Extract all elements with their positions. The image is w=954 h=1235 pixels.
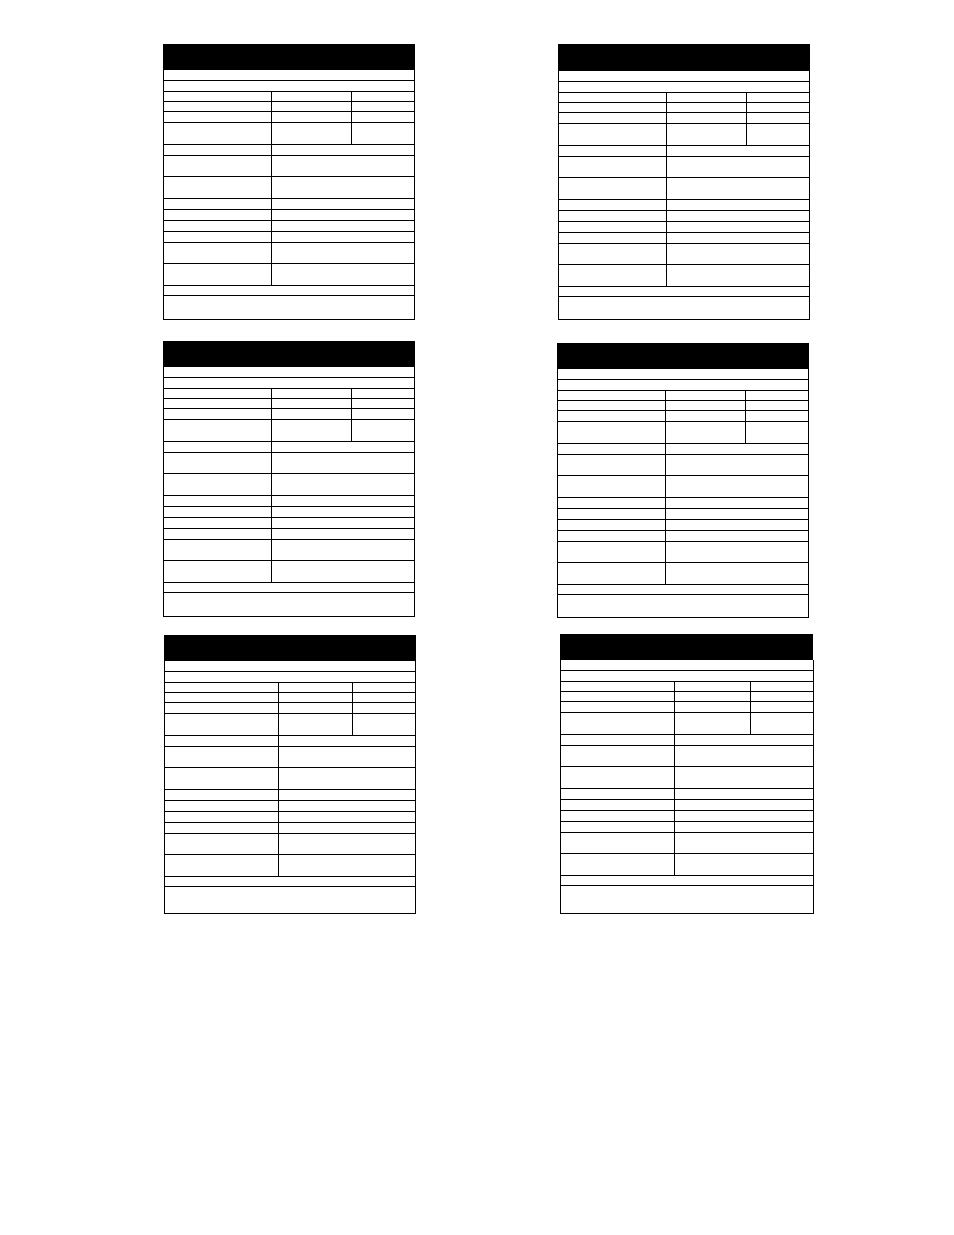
- form-card-top-right: [558, 44, 810, 320]
- form-cell-label: [165, 812, 279, 822]
- form-cell-value: [666, 563, 808, 584]
- form-cell-value: [272, 199, 414, 209]
- form-card-bottom-left: [164, 635, 416, 914]
- form-cell-value: [279, 736, 415, 746]
- form-row-blank: [164, 378, 414, 388]
- form-cell-label: [561, 713, 675, 734]
- form-cell-label: [165, 834, 279, 854]
- form-cell-value: [666, 422, 746, 443]
- form-cell-value: [667, 233, 809, 243]
- form-cell-value: [675, 735, 813, 745]
- form-cell-value: [675, 789, 813, 799]
- form-cell-value: [666, 498, 808, 508]
- form-row-notes: [558, 595, 808, 617]
- form-cell-value: [675, 767, 813, 788]
- form-cell-label: [559, 124, 667, 145]
- form-cell-value: [272, 420, 352, 441]
- form-cell-value: [746, 391, 808, 400]
- form-cell-label: [164, 420, 272, 441]
- form-row-blank: [165, 877, 415, 886]
- form-cell-value: [667, 200, 809, 210]
- card-body: [558, 71, 810, 320]
- form-cell-label: [164, 496, 272, 506]
- form-cell-label: [561, 692, 675, 701]
- form-cell-label: [165, 703, 279, 713]
- form-cell-label: [164, 145, 272, 155]
- form-cell-value: [667, 211, 809, 221]
- form-cell-value: [746, 411, 808, 421]
- form-cell-value: [666, 411, 746, 421]
- form-cell-value: [272, 496, 414, 506]
- form-cell-value: [272, 389, 352, 398]
- form-cell-value: [279, 823, 415, 833]
- form-cell-value: [272, 561, 414, 582]
- form-cell-label: [559, 93, 667, 102]
- form-cell-value: [279, 714, 353, 735]
- form-cell-label: [559, 146, 667, 156]
- form-cell-value: [666, 391, 746, 400]
- form-cell-label: [558, 531, 666, 541]
- form-cell-value: [751, 682, 813, 691]
- form-cell-label: [164, 199, 272, 209]
- form-cell-value: [353, 693, 415, 702]
- form-cell-value: [667, 244, 809, 264]
- form-row-notes: [561, 886, 813, 913]
- form-cell-label: [558, 476, 666, 497]
- form-cell-value: [279, 768, 415, 789]
- form-cell-value: [667, 178, 809, 199]
- form-cell-label: [164, 453, 272, 473]
- form-cell-value: [353, 714, 415, 735]
- form-cell-value: [675, 692, 751, 701]
- card-header-bar: [558, 44, 810, 71]
- card-body: [557, 369, 809, 618]
- form-cell-label: [164, 540, 272, 560]
- form-cell-label: [559, 244, 667, 264]
- form-cell-value: [746, 422, 808, 443]
- form-cell-label: [559, 211, 667, 221]
- form-cell-value: [272, 221, 414, 231]
- form-cell-value: [279, 855, 415, 876]
- form-cell-value: [352, 399, 414, 408]
- form-cell-label: [165, 790, 279, 800]
- form-row-blank: [558, 380, 808, 390]
- form-cell-value: [352, 389, 414, 398]
- form-cell-value: [272, 112, 352, 122]
- form-cell-label: [558, 498, 666, 508]
- form-cell-label: [164, 518, 272, 528]
- form-row-blank: [164, 81, 414, 91]
- form-cell-label: [164, 264, 272, 285]
- form-cell-value: [667, 124, 747, 145]
- card-body: [163, 70, 415, 320]
- form-cell-value: [279, 812, 415, 822]
- form-cell-value: [272, 453, 414, 473]
- form-cell-label: [558, 542, 666, 562]
- form-row-blank: [165, 672, 415, 682]
- form-cell-label: [561, 811, 675, 821]
- form-cell-value: [667, 113, 747, 123]
- form-row-blank: [558, 585, 808, 594]
- form-cell-value: [667, 157, 809, 177]
- form-row-notes: [165, 887, 415, 913]
- form-card-middle-right: [557, 343, 809, 618]
- form-row-blank: [165, 661, 415, 671]
- form-cell-label: [164, 561, 272, 582]
- form-cell-label: [559, 157, 667, 177]
- form-cell-label: [164, 243, 272, 263]
- form-cell-label: [559, 113, 667, 123]
- form-cell-label: [165, 714, 279, 735]
- form-cell-label: [561, 822, 675, 832]
- form-cell-value: [667, 103, 747, 112]
- form-cell-label: [164, 232, 272, 242]
- form-cell-label: [559, 178, 667, 199]
- form-cell-label: [164, 210, 272, 220]
- form-cell-label: [165, 801, 279, 811]
- form-cell-label: [165, 683, 279, 692]
- form-row-blank: [561, 660, 813, 670]
- form-cell-value: [675, 854, 813, 875]
- form-cell-value: [272, 540, 414, 560]
- form-cell-label: [561, 854, 675, 875]
- form-cell-label: [558, 520, 666, 530]
- form-cell-label: [558, 455, 666, 475]
- form-row-blank: [164, 70, 414, 80]
- form-cell-value: [279, 801, 415, 811]
- form-cell-value: [279, 703, 353, 713]
- form-cell-value: [667, 93, 747, 102]
- form-cell-label: [561, 767, 675, 788]
- form-cell-label: [164, 529, 272, 539]
- form-cell-value: [667, 222, 809, 232]
- form-row-notes: [559, 297, 809, 319]
- form-cell-label: [558, 422, 666, 443]
- form-cell-value: [272, 145, 414, 155]
- form-cell-value: [667, 265, 809, 286]
- form-cell-label: [558, 509, 666, 519]
- form-cell-value: [666, 476, 808, 497]
- form-cell-label: [559, 265, 667, 286]
- form-row-blank: [561, 876, 813, 885]
- form-cell-label: [165, 736, 279, 746]
- form-cell-value: [675, 800, 813, 810]
- form-cell-value: [279, 834, 415, 854]
- form-row-blank: [559, 71, 809, 81]
- form-cell-label: [164, 399, 272, 408]
- form-cell-value: [666, 401, 746, 410]
- card-body: [164, 661, 416, 914]
- form-cell-value: [675, 811, 813, 821]
- form-cell-label: [561, 789, 675, 799]
- form-cell-value: [353, 703, 415, 713]
- form-cell-label: [561, 800, 675, 810]
- form-cell-label: [559, 103, 667, 112]
- form-cell-value: [272, 232, 414, 242]
- form-cell-label: [164, 112, 272, 122]
- form-cell-value: [279, 683, 353, 692]
- form-card-bottom-right: [560, 634, 812, 914]
- form-cell-label: [558, 444, 666, 454]
- form-cell-label: [164, 177, 272, 198]
- form-row-blank: [164, 367, 414, 377]
- form-cell-value: [666, 455, 808, 475]
- form-cell-value: [666, 531, 808, 541]
- form-cell-value: [666, 542, 808, 562]
- form-cell-value: [353, 683, 415, 692]
- form-cell-label: [164, 123, 272, 144]
- form-cell-value: [279, 790, 415, 800]
- form-cell-value: [747, 124, 809, 145]
- form-row-blank: [164, 286, 414, 295]
- form-cell-value: [747, 113, 809, 123]
- form-cell-value: [675, 702, 751, 712]
- form-cell-value: [272, 507, 414, 517]
- form-row-blank: [561, 671, 813, 681]
- form-cell-label: [165, 855, 279, 876]
- form-cell-label: [164, 409, 272, 419]
- form-row-notes: [164, 296, 414, 319]
- form-cell-label: [561, 682, 675, 691]
- form-cell-value: [667, 146, 809, 156]
- form-cell-value: [272, 177, 414, 198]
- form-cell-value: [272, 529, 414, 539]
- card-body: [163, 367, 415, 617]
- card-header-bar: [560, 634, 813, 660]
- form-cell-value: [272, 474, 414, 495]
- form-cell-value: [675, 746, 813, 766]
- form-cell-label: [164, 102, 272, 111]
- form-cell-label: [561, 735, 675, 745]
- form-card-top-left: [163, 44, 415, 320]
- form-cell-value: [272, 156, 414, 176]
- form-row-blank: [164, 583, 414, 592]
- form-cell-label: [164, 474, 272, 495]
- form-cell-value: [751, 713, 813, 734]
- form-cell-label: [164, 389, 272, 398]
- form-cell-value: [675, 833, 813, 853]
- form-cell-value: [751, 702, 813, 712]
- form-cell-label: [164, 221, 272, 231]
- form-cell-value: [352, 92, 414, 101]
- form-cell-label: [165, 693, 279, 702]
- form-card-middle-left: [163, 341, 415, 617]
- form-cell-value: [272, 123, 352, 144]
- form-row-notes: [164, 593, 414, 616]
- card-header-bar: [163, 44, 415, 70]
- form-cell-label: [165, 823, 279, 833]
- form-cell-value: [352, 102, 414, 111]
- form-cell-label: [558, 391, 666, 400]
- form-cell-label: [165, 768, 279, 789]
- form-cell-label: [561, 746, 675, 766]
- form-cell-value: [272, 409, 352, 419]
- form-cell-label: [164, 92, 272, 101]
- form-cell-label: [165, 747, 279, 767]
- form-cell-value: [279, 747, 415, 767]
- form-cell-label: [164, 156, 272, 176]
- form-cell-value: [675, 713, 751, 734]
- form-cell-label: [561, 833, 675, 853]
- card-header-bar: [164, 635, 416, 661]
- form-cell-value: [279, 693, 353, 702]
- form-cell-value: [272, 92, 352, 101]
- form-cell-value: [272, 243, 414, 263]
- form-cell-value: [675, 682, 751, 691]
- form-cell-value: [666, 520, 808, 530]
- form-cell-value: [747, 103, 809, 112]
- form-cell-value: [272, 442, 414, 452]
- form-cell-value: [675, 822, 813, 832]
- form-cell-value: [272, 102, 352, 111]
- form-cell-label: [561, 702, 675, 712]
- form-cell-label: [164, 442, 272, 452]
- form-cell-value: [272, 399, 352, 408]
- form-row-blank: [558, 369, 808, 379]
- form-cell-value: [751, 692, 813, 701]
- form-cell-value: [666, 444, 808, 454]
- form-cell-value: [352, 123, 414, 144]
- form-cell-label: [558, 401, 666, 410]
- form-cell-value: [746, 401, 808, 410]
- form-cell-value: [747, 93, 809, 102]
- form-cell-value: [352, 420, 414, 441]
- card-header-bar: [557, 343, 809, 369]
- form-cell-label: [559, 200, 667, 210]
- form-cell-value: [272, 210, 414, 220]
- form-cell-value: [352, 112, 414, 122]
- form-cell-value: [272, 518, 414, 528]
- card-header-bar: [163, 341, 415, 367]
- form-row-blank: [559, 82, 809, 92]
- form-cell-label: [164, 507, 272, 517]
- form-cell-value: [666, 509, 808, 519]
- form-cell-label: [558, 411, 666, 421]
- card-body: [560, 660, 814, 914]
- form-cell-label: [558, 563, 666, 584]
- form-row-blank: [559, 287, 809, 296]
- form-cell-value: [352, 409, 414, 419]
- form-cell-label: [559, 233, 667, 243]
- form-cell-value: [272, 264, 414, 285]
- form-cell-label: [559, 222, 667, 232]
